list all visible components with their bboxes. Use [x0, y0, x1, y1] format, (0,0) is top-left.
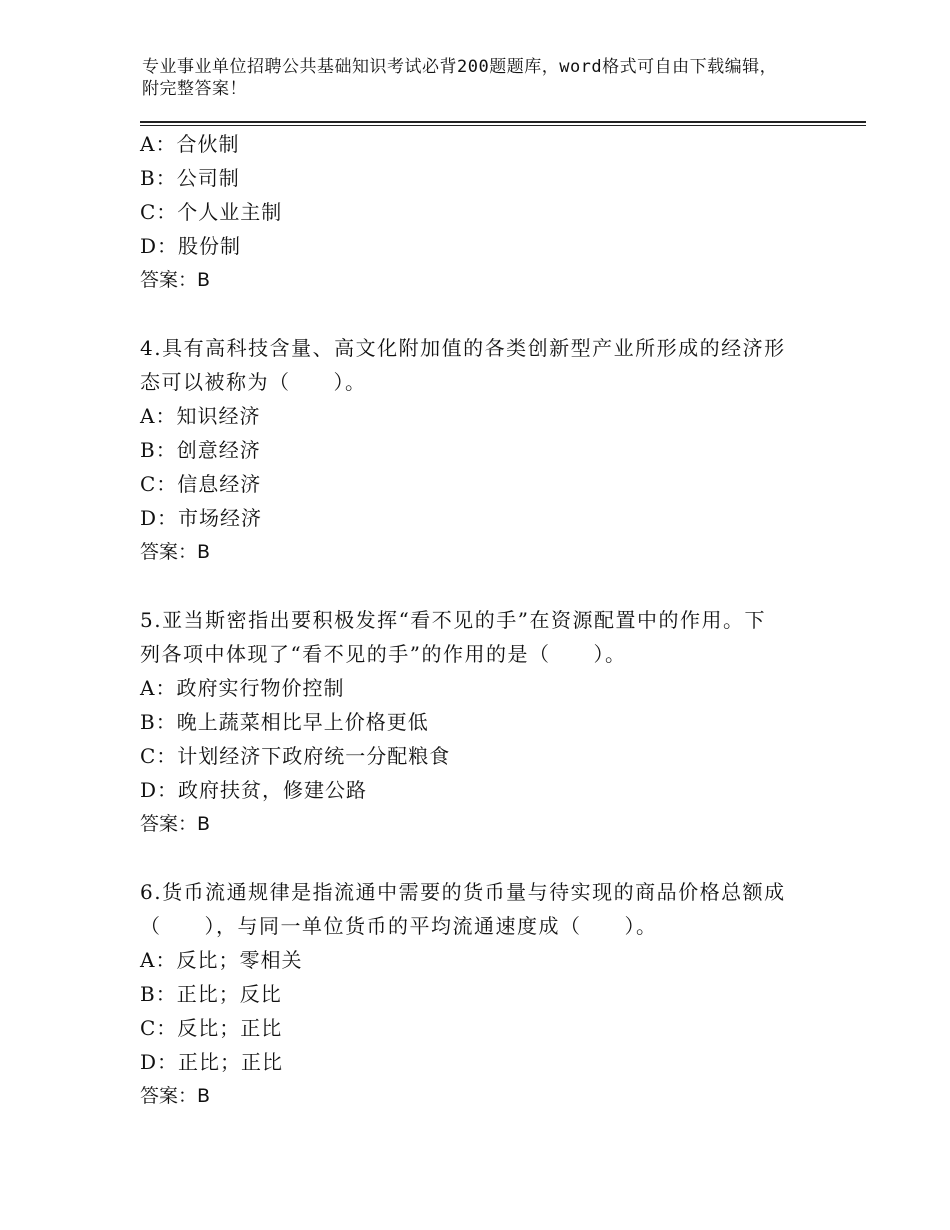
answer: 答案：B	[140, 541, 211, 563]
option-a: A：合伙制	[140, 132, 240, 156]
spacer	[140, 569, 840, 603]
question-stem-line: 4.具有高科技含量、高文化附加值的各类创新型产业所形成的经济形	[140, 336, 786, 360]
question-block	[140, 127, 840, 297]
answer: 答案：B	[140, 1085, 211, 1107]
option-c: C：反比；正比	[140, 1016, 283, 1040]
question-block	[140, 603, 840, 841]
option-b: B：晚上蔬菜相比早上价格更低	[140, 710, 429, 734]
spacer	[140, 841, 840, 875]
option-b: B：正比；反比	[140, 982, 282, 1006]
spacer	[140, 297, 840, 331]
option-d: D：市场经济	[140, 506, 263, 530]
option-c: C：信息经济	[140, 472, 262, 496]
option-a: A：政府实行物价控制	[140, 676, 345, 700]
header-divider	[140, 121, 866, 123]
question-stem-line: 6.货币流通规律是指流通中需要的货币量与待实现的商品价格总额成	[140, 880, 786, 904]
question-block	[140, 331, 840, 569]
question-block	[140, 875, 840, 1113]
answer: 答案：B	[140, 813, 211, 835]
question-stem-line: 列各项中体现了“看不见的手”的作用的是（ ）。	[140, 642, 627, 666]
option-d: D：股份制	[140, 234, 242, 258]
option-c: C：个人业主制	[140, 200, 283, 224]
option-b: B：创意经济	[140, 438, 261, 462]
option-c: C：计划经济下政府统一分配粮食	[140, 744, 451, 768]
option-d: D：正比；正比	[140, 1050, 284, 1074]
option-a: A：知识经济	[140, 404, 261, 428]
header-divider-thin	[140, 125, 866, 126]
document-header	[142, 56, 792, 100]
question-stem-line: 态可以被称为（ ）。	[140, 370, 367, 394]
question-stem-line: 5.亚当斯密指出要积极发挥“看不见的手”在资源配置中的作用。下	[140, 608, 767, 632]
answer: 答案：B	[140, 269, 211, 291]
option-a: A：反比；零相关	[140, 948, 303, 972]
question-stem-line: （ ），与同一单位货币的平均流通速度成（ ）。	[140, 914, 658, 938]
header-text: 专业事业单位招聘公共基础知识考试必背200题题库，word格式可自由下载编辑，附完整答案！	[142, 57, 778, 99]
option-d: D：政府扶贫，修建公路	[140, 778, 368, 802]
question-list	[140, 127, 840, 1113]
option-b: B：公司制	[140, 166, 240, 190]
